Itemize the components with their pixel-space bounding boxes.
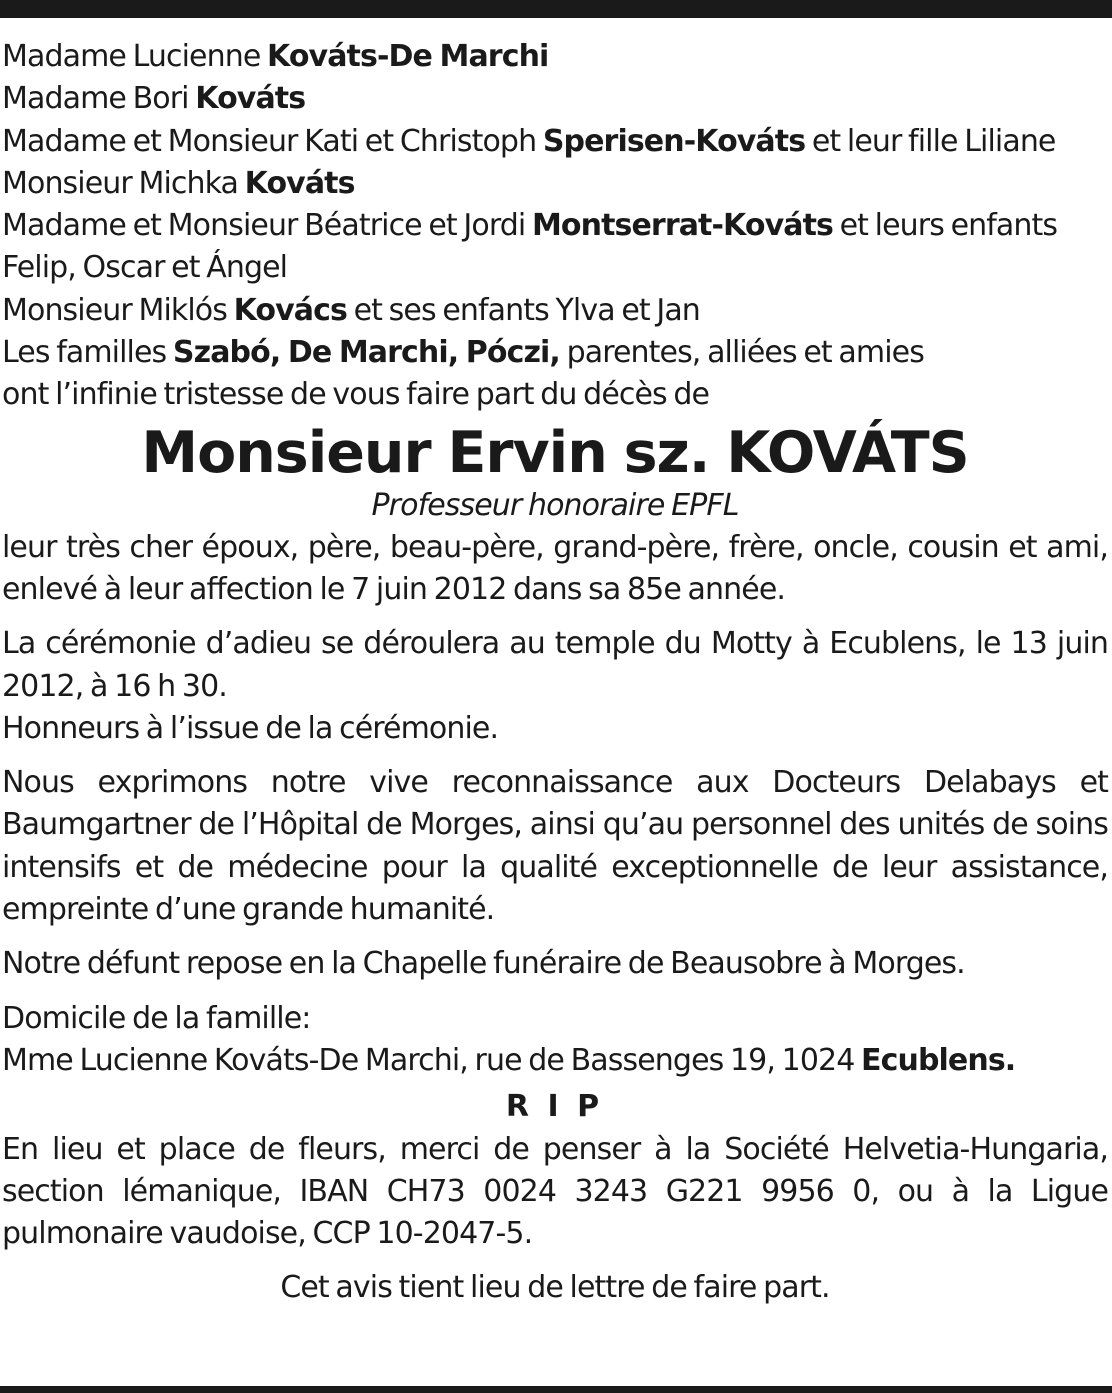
footer-note: Cet avis tient lieu de lettre de faire part. <box>280 1270 830 1306</box>
rest-paragraph: Notre défunt repose en la Chapelle funéraire de Beausobre à Morges. <box>2 946 965 982</box>
family-name: Sperisen-Kováts <box>542 123 806 159</box>
bottom-rule <box>0 1386 1112 1393</box>
family-line: Les familles Szabó, De Marchi, Póczi, parentes, alliées et amies <box>2 335 924 371</box>
domicile-city: Ecublens. <box>861 1042 1016 1078</box>
ceremony-paragraph: La cérémonie d’adieu se déroulera au temple du Motty à Ecublens, le 13 juin 2012, à 16 h 30. <box>2 626 1108 704</box>
family-line: Madame et Monsieur Kati et Christoph Sperisen-Kováts et leur fille Liliane <box>2 123 1056 159</box>
donations-paragraph: En lieu et place de fleurs, merci de penser à la Société Helvetia-Hungaria, section lémanique, IBAN CH73 0024 3243 G221 9956 0, ou à la Ligue pulmonaire vaudoise, CCP 10-2047-5. <box>2 1131 1108 1252</box>
relation-paragraph: leur très cher époux, père, beau-père, grand-père, frère, oncle, cousin et ami, enlevé à leur affection le 7 juin 2012 dans sa 85e année. <box>2 529 1108 607</box>
domicile-label: Domicile de la famille: <box>2 1000 311 1036</box>
family-line: Madame Lucienne Kováts-De Marchi <box>2 39 549 74</box>
family-line: Madame et Monsieur Béatrice et Jordi Montserrat-Kováts et leurs enfants <box>2 208 1058 244</box>
death-notice <box>2 36 1108 1310</box>
family-name: Szabó, De Marchi, Póczi, <box>172 335 560 371</box>
family-name: Kovács <box>233 292 347 328</box>
family-list <box>2 36 1108 417</box>
family-line: Monsieur Michka Kováts <box>2 165 355 201</box>
family-name: Montserrat-Kováts <box>531 208 833 244</box>
domicile-address: Mme Lucienne Kováts-De Marchi, rue de Bassenges 19, 1024 Ecublens. <box>2 1042 1016 1078</box>
honours-line: Honneurs à l’issue de la cérémonie. <box>2 710 499 746</box>
family-line: Felip, Oscar et Ángel <box>2 250 288 286</box>
top-rule <box>0 0 1112 18</box>
family-line: ont l’infinie tristesse de vous faire part du décès de <box>2 377 710 413</box>
family-name: Kováts <box>244 165 355 201</box>
deceased-name: Monsieur Ervin sz. KOVÁTS <box>141 419 969 486</box>
rip-heading: R I P <box>505 1089 605 1125</box>
family-name: Kováts <box>195 81 306 117</box>
thanks-paragraph: Nous exprimons notre vive reconnaissance aux Docteurs Delabays et Baumgartner de l’Hôpital de Morges, ainsi qu’au personnel des unités de soins intensifs et de médecine pour la qualité exceptionnelle de leur assistance, empreinte d’une grande humanité. <box>2 765 1108 928</box>
family-name: Kováts-De Marchi <box>267 39 549 74</box>
family-line: Madame Bori Kováts <box>2 81 306 117</box>
family-line: Monsieur Miklós Kovács et ses enfants Ylva et Jan <box>2 292 700 328</box>
deceased-title: Professeur honoraire EPFL <box>371 487 739 523</box>
